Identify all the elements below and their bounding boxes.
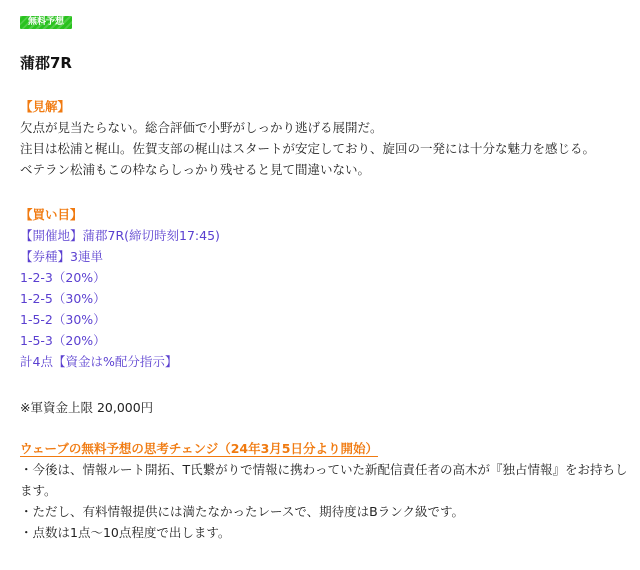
pick-combo: 1-5-2（30%） <box>20 312 106 327</box>
analysis-heading: 【見解】 <box>20 99 71 114</box>
free-prediction-badge: 無料予想 <box>20 16 72 29</box>
budget-note: ※軍資金上限 20,000円 <box>20 400 154 415</box>
picks-section <box>20 204 220 372</box>
notice-title: ウェーブの無料予想の思考チェンジ（24年3月5日分より開始） <box>20 441 378 456</box>
notice-line: ます。 <box>20 483 57 498</box>
picks-heading: 【買い目】 <box>20 207 83 222</box>
budget-note-section <box>20 397 153 418</box>
pick-combo: 1-5-3（20%） <box>20 333 106 348</box>
notice-section <box>20 438 628 543</box>
race-title: 蒲郡7R <box>20 54 72 72</box>
notice-line: ・ただし、有料情報提供には満たなかったレースで、期待度はBランク級です。 <box>20 504 464 519</box>
venue-info: 【開催地】蒲郡7R(締切時刻17:45) <box>20 228 220 243</box>
ticket-type: 【券種】3連単 <box>20 249 103 264</box>
analysis-line: 欠点が見当たらない。総合評価で小野がしっかり逃げる展開だ。 <box>20 120 383 135</box>
analysis-line: ベテラン松浦もこの枠ならしっかり残せると見て間違いない。 <box>20 162 371 177</box>
analysis-line: 注目は松浦と梶山。佐賀支部の梶山はスタートが安定しており、旋回の一発には十分な魅力を感じる。 <box>20 141 596 156</box>
pick-combo: 1-2-3（20%） <box>20 270 106 285</box>
picks-total: 計4点【資金は%配分指示】 <box>20 354 178 369</box>
notice-line: ・今後は、情報ルート開拓、T氏繋がりで情報に携わっていた新配信責任者の高木が『独占情報』をお持ちし <box>20 462 628 477</box>
notice-title-row <box>20 438 628 459</box>
pick-combo: 1-2-5（30%） <box>20 291 106 306</box>
analysis-section <box>20 96 595 180</box>
notice-line: ・点数は1点〜10点程度で出します。 <box>20 525 231 540</box>
